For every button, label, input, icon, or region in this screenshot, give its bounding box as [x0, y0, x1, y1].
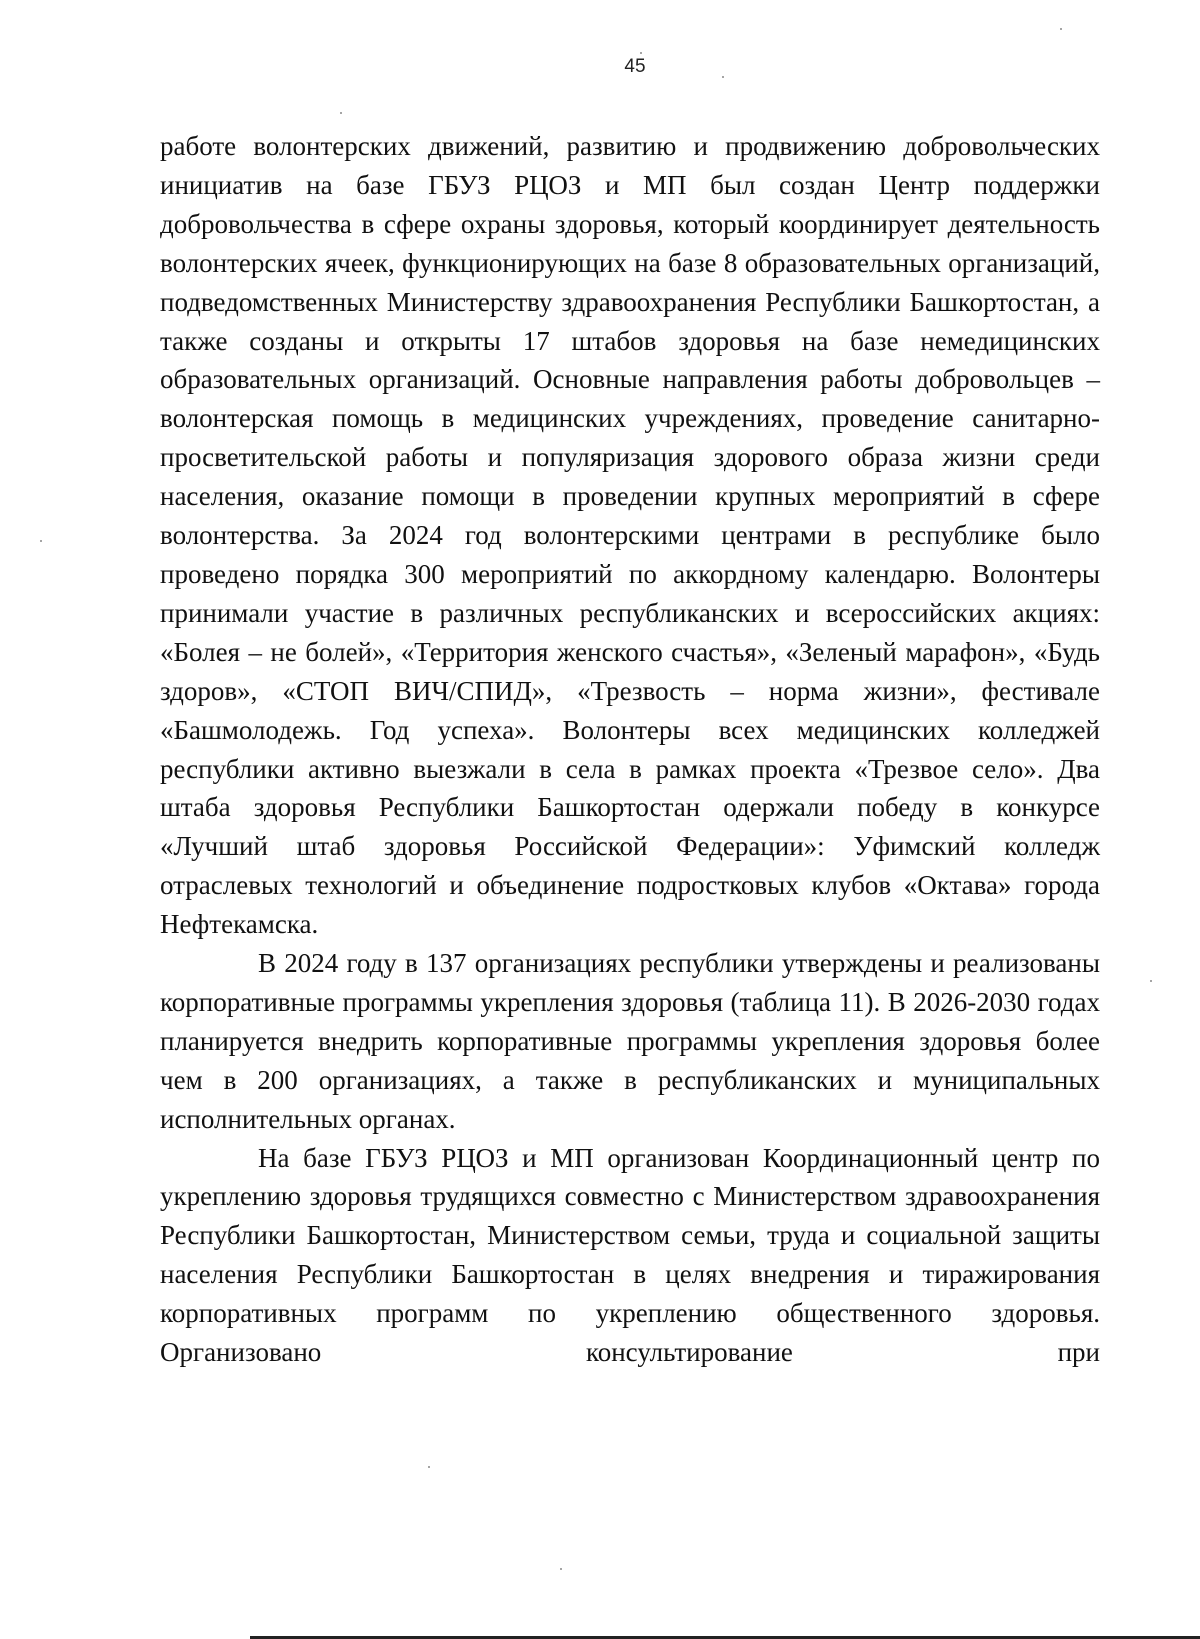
scan-speck	[1150, 980, 1152, 982]
scan-speck	[40, 540, 42, 542]
scan-speck	[428, 1466, 430, 1468]
scan-speck	[560, 1568, 562, 1570]
scan-speck	[1060, 28, 1062, 30]
scan-speck	[640, 52, 642, 54]
paragraph-coordination-center: На базе ГБУЗ РЦОЗ и МП организован Координационный центр по укреплению здоровья трудящихся совместно с Министерством здравоохранения Республики Башкортостан, Министерством семьи, труда и социальной защиты населения Республики Башкортостан в целях внедрения и тиражирования корпоративных программ по укреплению общественного здоровья. Организовано консультирование при	[160, 1142, 1100, 1368]
scan-speck	[340, 112, 342, 114]
scan-speck	[722, 76, 724, 78]
paragraph-volunteer-centers: работе волонтерских движений, развитию и продвижению добровольческих инициатив на базе ГБУЗ РЦОЗ и МП был создан Центр поддержки добровольчества в сфере охраны здоровья, который координирует деятельность волонтерских ячеек, функционирующих на базе 8 образовательных организаций, подведомственных Министерству здравоохранения Республики Башкортостан, а также созданы и открыты 17 штабов здоровья на базе немедицинских образовательных организаций. Основные направления работы добровольцев – волонтерская помощь в медицинских учреждениях, проведение санитарно-просветительской работы и популяризация здорового образа жизни среди населения, оказание помощи в проведении крупных мероприятий в сфере волонтерства. За 2024 год волонтерскими центрами в республике было проведено порядка 300 мероприятий по аккордному календарю. Волонтеры принимали участие в различных республиканских и всероссийских акциях: «Болея – не болей», «Территория женского счастья», «Зеленый марафон», «Будь здоров», «СТОП ВИЧ/СПИД», «Трезвость – норма жизни», фестивале «Башмолодежь. Год успеха». Волонтеры всех медицинских колледжей республики активно выезжали в села в рамках проекта «Трезвое село». Два штаба здоровья Республики Башкортостан одержали победу в конкурсе «Лучший штаб здоровья Российской Федерации»: Уфимский колледж отраслевых технологий и объединение подростковых клубов «Октава» города Нефтекамска.	[160, 131, 1100, 940]
paragraph-corporate-programs: В 2024 году в 137 организациях республики утверждены и реализованы корпоративные программы укрепления здоровья (таблица 11). В 2026-2030 годах планируется внедрить корпоративные программы укрепления здоровья более чем в 200 организациях, а также в республиканских и муниципальных исполнительных органах.	[160, 948, 1100, 1134]
document-body	[160, 127, 1100, 1372]
page-number: 45	[624, 56, 646, 77]
